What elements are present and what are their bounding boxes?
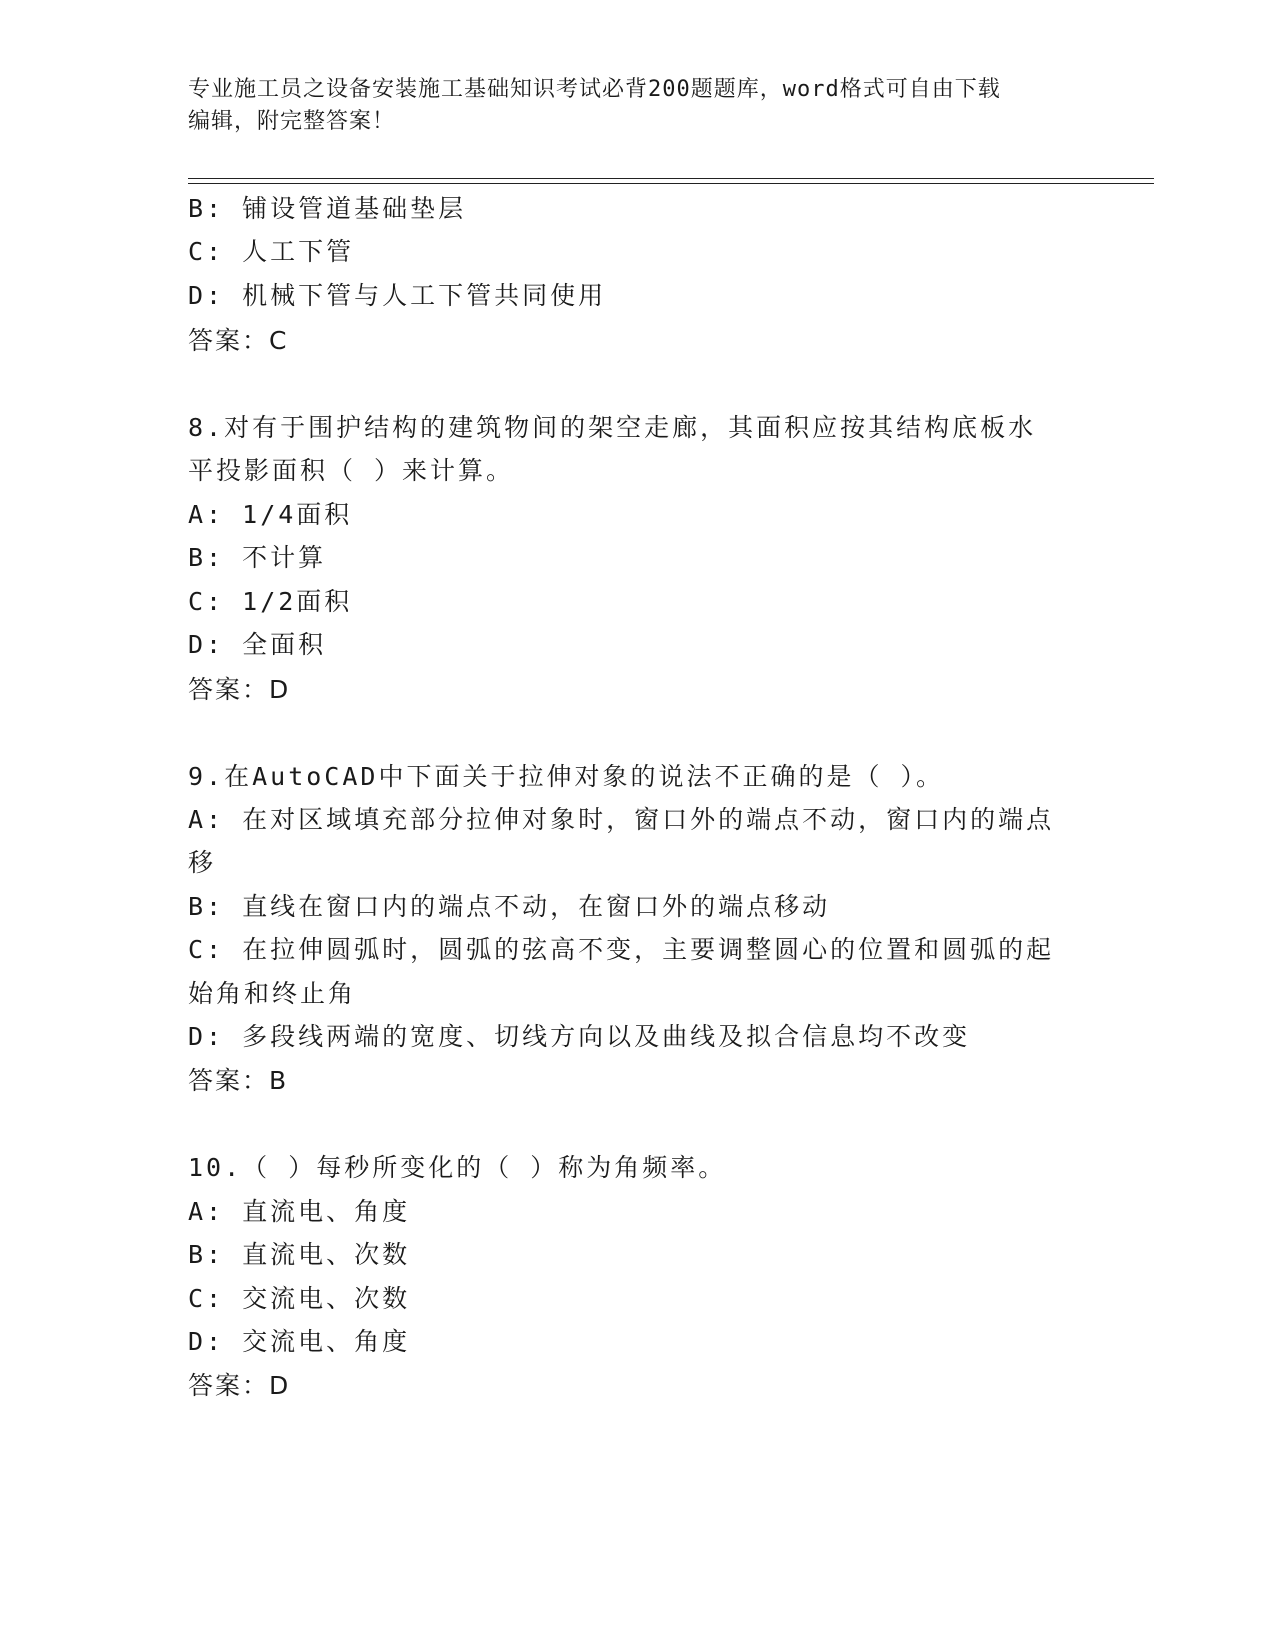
q9-option-d: D: 多段线两端的宽度、切线方向以及曲线及拟合信息均不改变 bbox=[188, 1022, 971, 1051]
q9-option-c-line-1: C: 在拉伸圆弧时，圆弧的弦高不变，主要调整圆心的位置和圆弧的起 bbox=[188, 935, 1055, 964]
q9-option-a-line-2: 移 bbox=[188, 848, 217, 877]
q7-option-c: C: 人工下管 bbox=[188, 237, 355, 266]
q10-option-c: C: 交流电、次数 bbox=[188, 1284, 411, 1313]
q7-option-b: B: 铺设管道基础垫层 bbox=[188, 194, 467, 223]
q9-option-c-line-2: 始角和终止角 bbox=[188, 979, 357, 1008]
q8-stem-line-2: 平投影面积（ ）来计算。 bbox=[188, 456, 515, 485]
q8-stem-line-1: 8.对有于围护结构的建筑物间的架空走廊，其面积应按其结构底板水 bbox=[188, 413, 1037, 442]
header-divider-bottom bbox=[188, 183, 1154, 184]
header-divider-top bbox=[188, 178, 1154, 179]
q10-answer: 答案：D bbox=[188, 1371, 291, 1400]
q7-answer: 答案：C bbox=[188, 326, 289, 355]
q8-option-c: C: 1/2面积 bbox=[188, 587, 353, 616]
q9-answer: 答案：B bbox=[188, 1066, 289, 1095]
q9-option-a-line-1: A: 在对区域填充部分拉伸对象时，窗口外的端点不动，窗口内的端点 bbox=[188, 805, 1055, 834]
q8-option-d: D: 全面积 bbox=[188, 630, 327, 659]
q9-stem: 9.在AutoCAD中下面关于拉伸对象的说法不正确的是（ ）。 bbox=[188, 762, 945, 791]
document-header bbox=[188, 74, 1068, 138]
q8-option-a: A: 1/4面积 bbox=[188, 500, 353, 529]
q10-stem: 10.（ ）每秒所变化的（ ）称为角频率。 bbox=[188, 1153, 727, 1182]
q9-option-b: B: 直线在窗口内的端点不动，在窗口外的端点移动 bbox=[188, 892, 831, 921]
q10-option-d: D: 交流电、角度 bbox=[188, 1327, 411, 1356]
header-title-line-1: 专业施工员之设备安装施工基础知识考试必背200题题库，word格式可自由下载 bbox=[188, 77, 1001, 102]
q8-answer: 答案：D bbox=[188, 675, 291, 704]
q7-option-d: D: 机械下管与人工下管共同使用 bbox=[188, 281, 607, 310]
q8-option-b: B: 不计算 bbox=[188, 543, 327, 572]
header-title-line-2: 编辑，附完整答案！ bbox=[188, 109, 396, 134]
q10-option-b: B: 直流电、次数 bbox=[188, 1240, 411, 1269]
q10-option-a: A: 直流电、角度 bbox=[188, 1197, 411, 1226]
